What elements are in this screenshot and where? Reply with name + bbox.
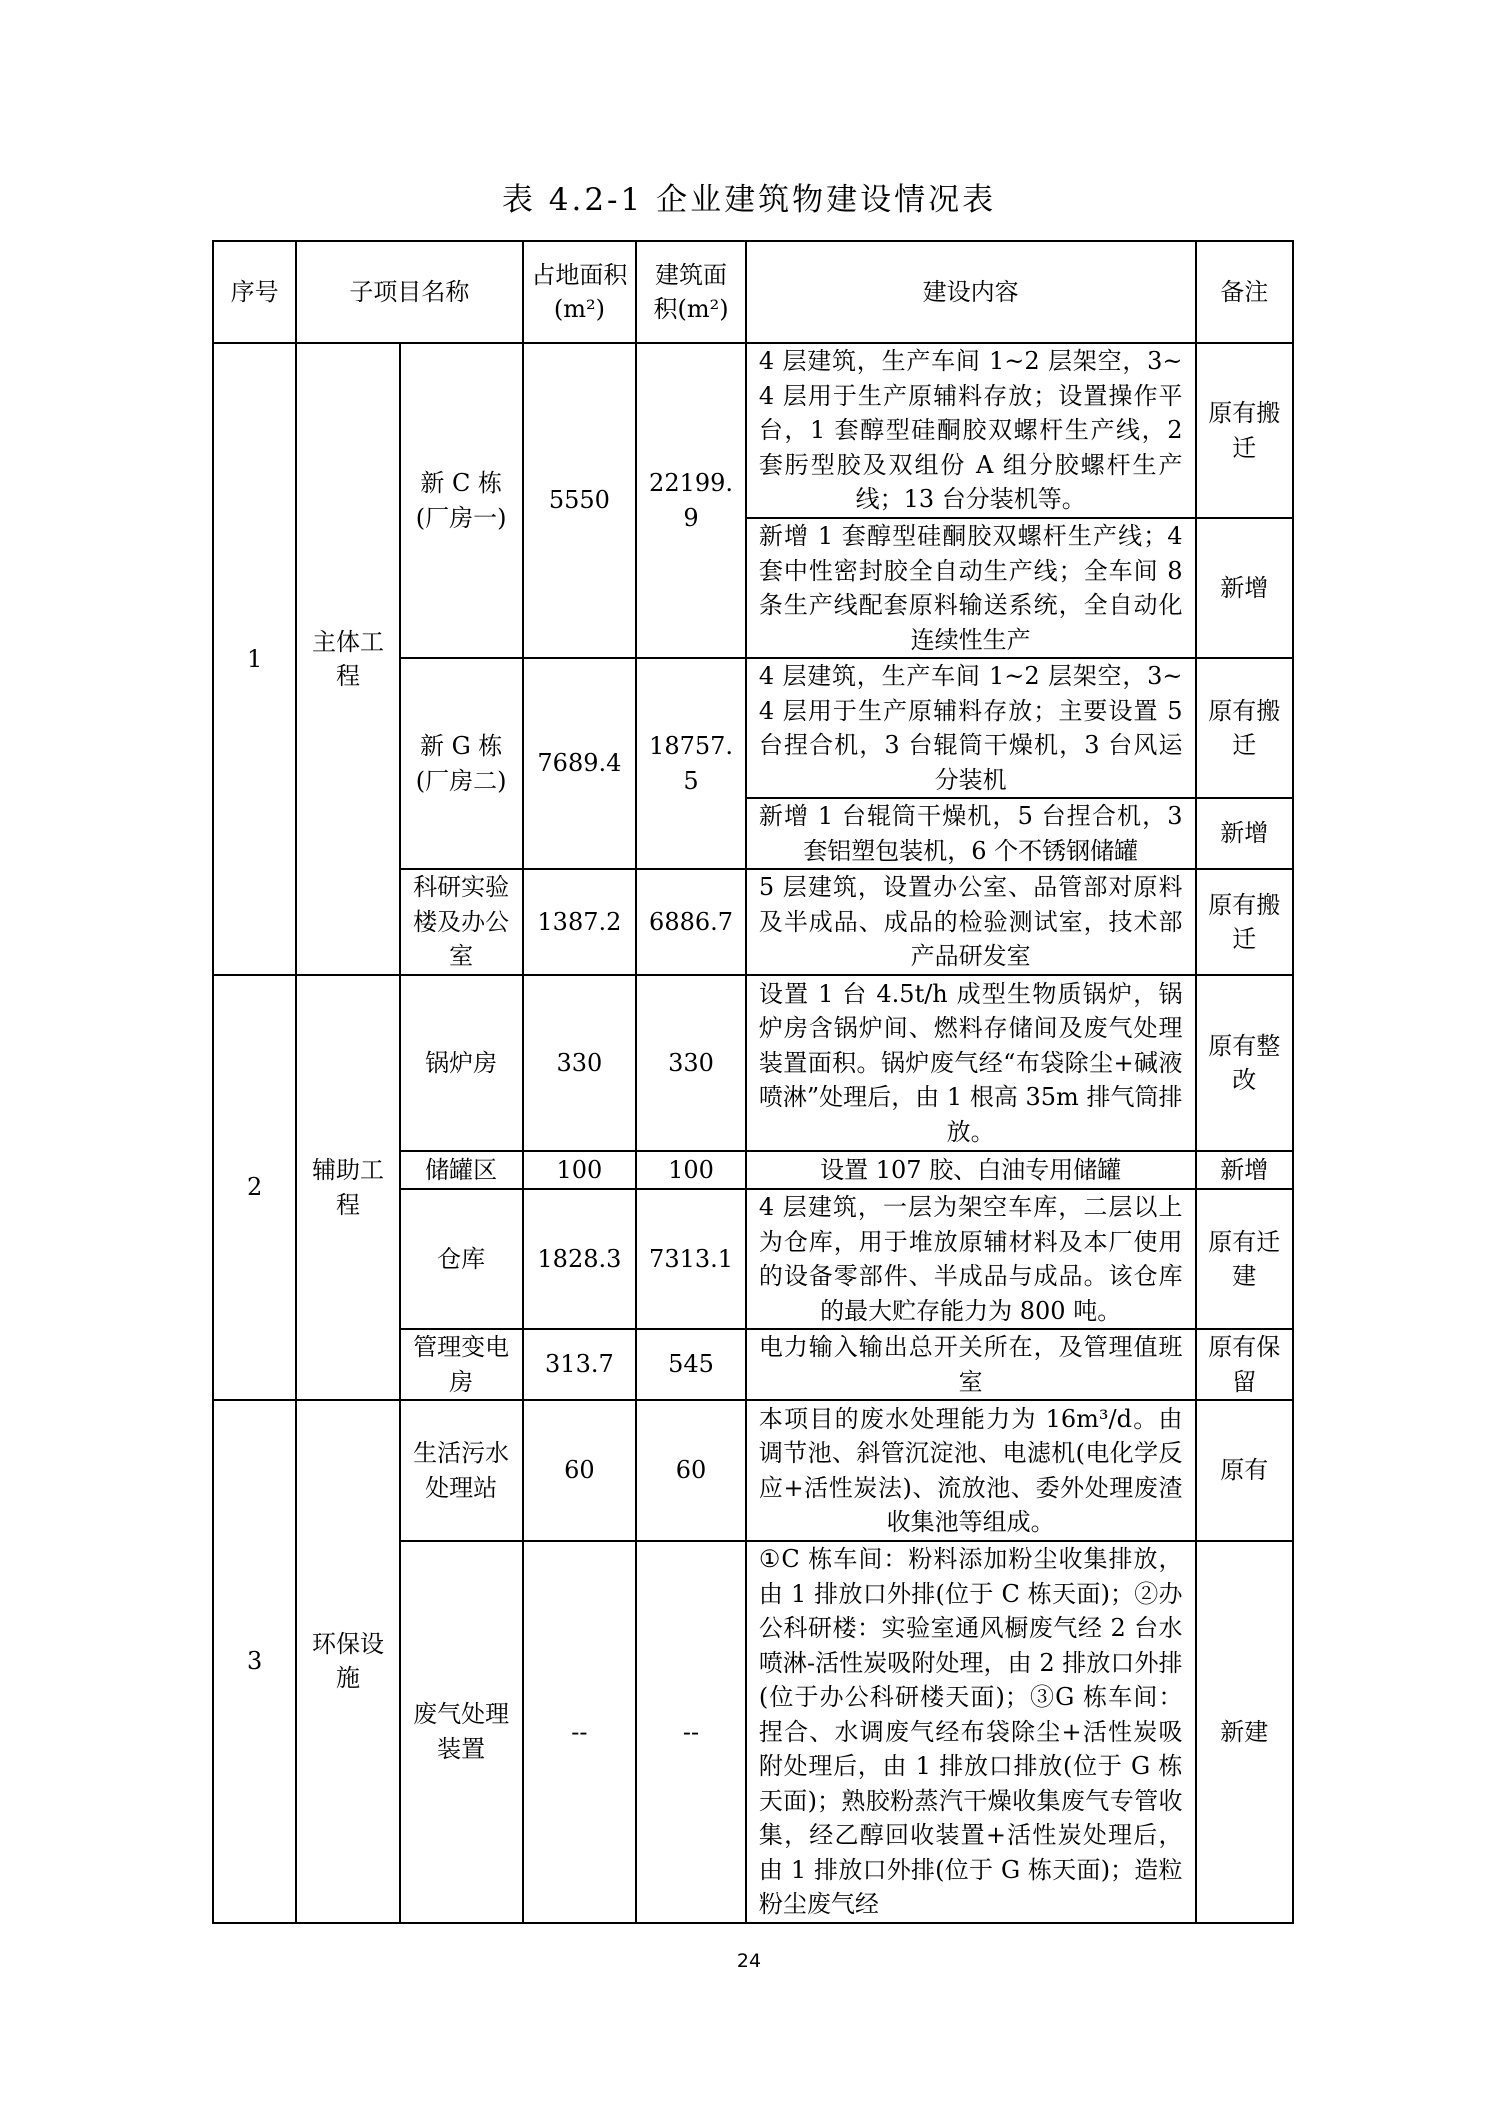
item-land-area: 313.7: [523, 1329, 637, 1400]
item-content: 电力输入输出总开关所在，及管理值班室: [746, 1329, 1196, 1400]
item-remark: 新建: [1196, 1541, 1294, 1923]
item-name: 新 G 栋(厂房二): [400, 658, 523, 869]
item-content: 5 层建筑，设置办公室、品管部对原料及半成品、成品的检验测试室，技术部产品研发室: [746, 869, 1196, 975]
group-seq: 1: [213, 343, 296, 975]
item-building-area: 330: [636, 975, 746, 1151]
item-land-area: 330: [523, 975, 637, 1151]
item-building-area: --: [636, 1541, 746, 1923]
item-remark: 原有迁建: [1196, 1189, 1294, 1329]
item-building-area: 7313.1: [636, 1189, 746, 1329]
header-building-area: 建筑面积(m²): [636, 241, 746, 343]
item-content: 新增 1 套醇型硅酮胶双螺杆生产线；4 套中性密封胶全自动生产线；全车间 8 条生产线配套原料输送系统，全自动化连续性生产: [746, 518, 1196, 658]
header-seq: 序号: [213, 241, 296, 343]
item-name: 废气处理装置: [400, 1541, 523, 1923]
item-name: 科研实验楼及办公室: [400, 869, 523, 975]
item-name: 储罐区: [400, 1151, 523, 1189]
item-land-area: 1828.3: [523, 1189, 637, 1329]
item-building-area: 545: [636, 1329, 746, 1400]
item-remark: 新增: [1196, 518, 1294, 658]
item-name: 生活污水处理站: [400, 1400, 523, 1541]
header-content: 建设内容: [746, 241, 1196, 343]
item-content: 4 层建筑，生产车间 1~2 层架空，3~4 层用于生产原辅料存放；设置操作平台，1 套醇型硅酮胶双螺杆生产线，2 套肟型胶及双组份 A 组分胶螺杆生产线；13 台分装机等。: [746, 343, 1196, 518]
item-content: 新增 1 台辊筒干燥机，5 台捏合机，3 套铝塑包装机，6 个不锈钢储罐: [746, 798, 1196, 869]
item-land-area: 100: [523, 1151, 637, 1189]
item-name: 新 C 栋(厂房一): [400, 343, 523, 658]
item-content: 4 层建筑，一层为架空车库，二层以上为仓库，用于堆放原辅材料及本厂使用的设备零部件、半成品与成品。该仓库的最大贮存能力为 800 吨。: [746, 1189, 1196, 1329]
group-seq: 3: [213, 1400, 296, 1923]
item-land-area: 1387.2: [523, 869, 637, 975]
item-building-area: 6886.7: [636, 869, 746, 975]
item-content: 设置 107 胶、白油专用储罐: [746, 1151, 1196, 1189]
item-name: 锅炉房: [400, 975, 523, 1151]
item-remark: 原有搬迁: [1196, 343, 1294, 518]
item-remark: 原有保留: [1196, 1329, 1294, 1400]
item-remark: 新增: [1196, 798, 1294, 869]
header-remark: 备注: [1196, 241, 1294, 343]
item-content: ①C 栋车间：粉料添加粉尘收集排放，由 1 排放口外排(位于 C 栋天面)；②办公科研楼：实验室通风橱废气经 2 台水喷淋-活性炭吸附处理，由 2 排放口外排(位于办公科研楼天面)；③G 栋车间：捏合、水调废气经布袋除尘+活性炭吸附处理后，由 1 排放口排放(位于 G 栋天面)；熟胶粉蒸汽干燥收集废气专管收集，经乙醇回收装置+活性炭处理后，由 1 排放口外排(位于 G 栋天面)；造粒粉尘废气经: [746, 1541, 1196, 1923]
item-building-area: 60: [636, 1400, 746, 1541]
group-category: 主体工程: [296, 343, 400, 975]
item-land-area: 5550: [523, 343, 637, 658]
header-land-area: 占地面积(m²): [523, 241, 637, 343]
group-category: 环保设施: [296, 1400, 400, 1923]
group-category: 辅助工程: [296, 975, 400, 1400]
table-row: [213, 343, 1293, 518]
item-remark: 原有: [1196, 1400, 1294, 1541]
page-title: 表 4.2-1 企业建筑物建设情况表: [501, 182, 997, 218]
item-remark: 新增: [1196, 1151, 1294, 1189]
table-row: [213, 1400, 1293, 1541]
item-building-area: 18757.5: [636, 658, 746, 869]
item-content: 4 层建筑，生产车间 1~2 层架空，3~4 层用于生产原辅料存放；主要设置 5 台捏合机，3 台辊筒干燥机，3 台风运分装机: [746, 658, 1196, 798]
item-name: 仓库: [400, 1189, 523, 1329]
item-remark: 原有整改: [1196, 975, 1294, 1151]
page-number: 24: [736, 1950, 762, 1972]
item-remark: 原有搬迁: [1196, 869, 1294, 975]
item-building-area: 100: [636, 1151, 746, 1189]
building-table: [212, 240, 1294, 1924]
item-land-area: --: [523, 1541, 637, 1923]
item-building-area: 22199.9: [636, 343, 746, 658]
item-land-area: 7689.4: [523, 658, 637, 869]
table-header-row: [213, 241, 1293, 343]
item-content: 本项目的废水处理能力为 16m³/d。由调节池、斜管沉淀池、电滤机(电化学反应+活性炭法)、流放池、委外处理废渣收集池等组成。: [746, 1400, 1196, 1541]
item-content: 设置 1 台 4.5t/h 成型生物质锅炉，锅炉房含锅炉间、燃料存储间及废气处理装置面积。锅炉废气经“布袋除尘+碱液喷淋”处理后，由 1 根高 35m 排气筒排放。: [746, 975, 1196, 1151]
group-seq: 2: [213, 975, 296, 1400]
table-row: [213, 975, 1293, 1151]
item-land-area: 60: [523, 1400, 637, 1541]
item-name: 管理变电房: [400, 1329, 523, 1400]
item-remark: 原有搬迁: [1196, 658, 1294, 798]
header-sub-item: 子项目名称: [296, 241, 522, 343]
